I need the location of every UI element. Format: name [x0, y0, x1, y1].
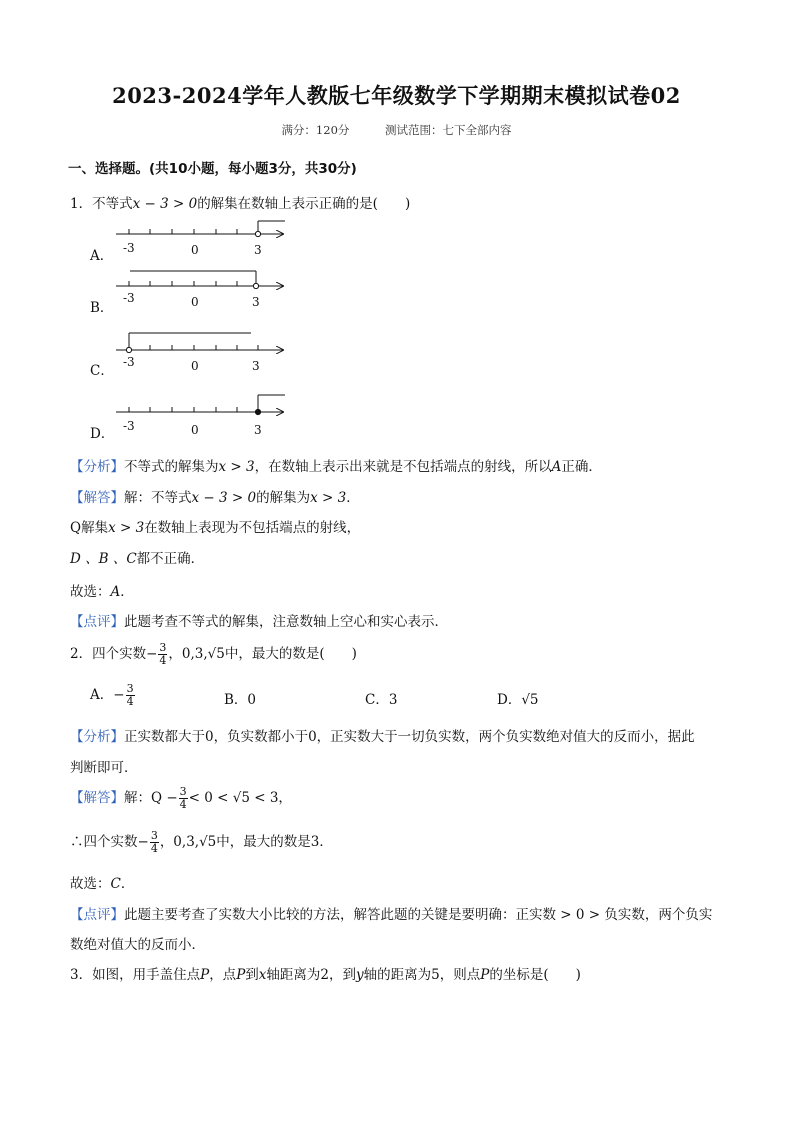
q2-therefore: ∴四个实数− $\frac{3}{4}$ ，0,3,√5中，最大的数是3． [70, 829, 333, 855]
page-title: 2023-2024学年人教版七年级数学下学期期末模拟试卷02 [112, 83, 681, 108]
number-line-c [116, 333, 283, 373]
tick-label: 0 [191, 423, 199, 437]
q2-comment-cont: 数绝对值大的反而小． [70, 937, 205, 953]
number-line-b [116, 271, 283, 309]
q1-choice: 故选：A． [70, 584, 134, 600]
q1-number-lines [0, 0, 793, 450]
q3-stem: 3．如图，用手盖住点P，点P到x轴距离为2，到y轴的距离为5，则点P的坐标是( ) [70, 967, 581, 983]
q2-comment: 【点评】此题主要考查了实数大小比较的方法，解答此题的关键是要明确：正实数 > 0 > 负实数，两个负实 [70, 907, 713, 923]
tick-label: 0 [191, 359, 199, 373]
number-line-a [116, 221, 285, 257]
q2-option-c[interactable]: C．3 [365, 692, 398, 708]
tick-label: 0 [191, 295, 199, 309]
tick-label: -3 [123, 291, 135, 305]
q2-analysis-cont: 判断即可． [70, 760, 138, 776]
tick-label: 3 [252, 295, 260, 309]
q1-answer-line4: D 、B 、C都不正确． [70, 551, 205, 567]
q1-option-d-letter[interactable]: D． [90, 426, 115, 442]
fraction: $\frac{3}{4}$ [150, 829, 158, 855]
q1-answer: 【解答】解：不等式x − 3 > 0的解集为x > 3． [70, 490, 360, 506]
q1-option-a-letter[interactable]: A． [90, 248, 114, 264]
fraction: $\frac{3}{4}$ [126, 682, 134, 708]
fraction: $\frac{3}{4}$ [159, 641, 167, 667]
q2-option-d[interactable]: D．√5 [497, 692, 539, 708]
q2-answer: 【解答】解：Q − $\frac{3}{4}$ < 0 < √5 < 3， [70, 785, 292, 811]
tick-label: 3 [254, 243, 262, 257]
q2-stem: 2．四个实数− $\frac{3}{4}$ ，0,3,√5中，最大的数是( ) [70, 641, 357, 667]
fraction: $\frac{3}{4}$ [179, 785, 187, 811]
q1-comment: 【点评】此题考查不等式的解集，注意数轴上空心和实心表示． [70, 614, 448, 630]
tick-label: 3 [254, 423, 262, 437]
q2-choice: 故选：C． [70, 876, 135, 892]
q2-option-b[interactable]: B．0 [224, 692, 257, 708]
q1-answer-line3: Q解集x > 3在数轴上表现为不包括端点的射线， [70, 520, 361, 536]
q2-option-a[interactable]: A．− $\frac{3}{4}$ [90, 682, 134, 708]
number-line-d [116, 395, 285, 437]
tick-label: -3 [123, 241, 135, 255]
q1-analysis: 【分析】不等式的解集为x > 3，在数轴上表示出来就是不包括端点的射线，所以A正确． [70, 459, 602, 475]
test-scope: 测试范围：七下全部内容 [385, 123, 512, 137]
q1-stem: 1．不等式x − 3 > 0的解集在数轴上表示正确的是( ) [70, 196, 411, 212]
section-heading: 一、选择题。(共10小题，每小题3分，共30分) [68, 161, 357, 177]
tick-label: -3 [123, 419, 135, 433]
q1-option-c-letter[interactable]: C． [90, 363, 114, 379]
tick-label: -3 [123, 355, 135, 369]
tick-label: 0 [191, 243, 199, 257]
tick-label: 3 [252, 359, 260, 373]
full-score: 满分：120分 [281, 123, 350, 137]
q1-option-b-letter[interactable]: B． [90, 300, 114, 316]
q2-analysis: 【分析】正实数都大于0，负实数都小于0，正实数大于一切负实数，两个负实数绝对值大的反而小，据此 [70, 729, 695, 745]
